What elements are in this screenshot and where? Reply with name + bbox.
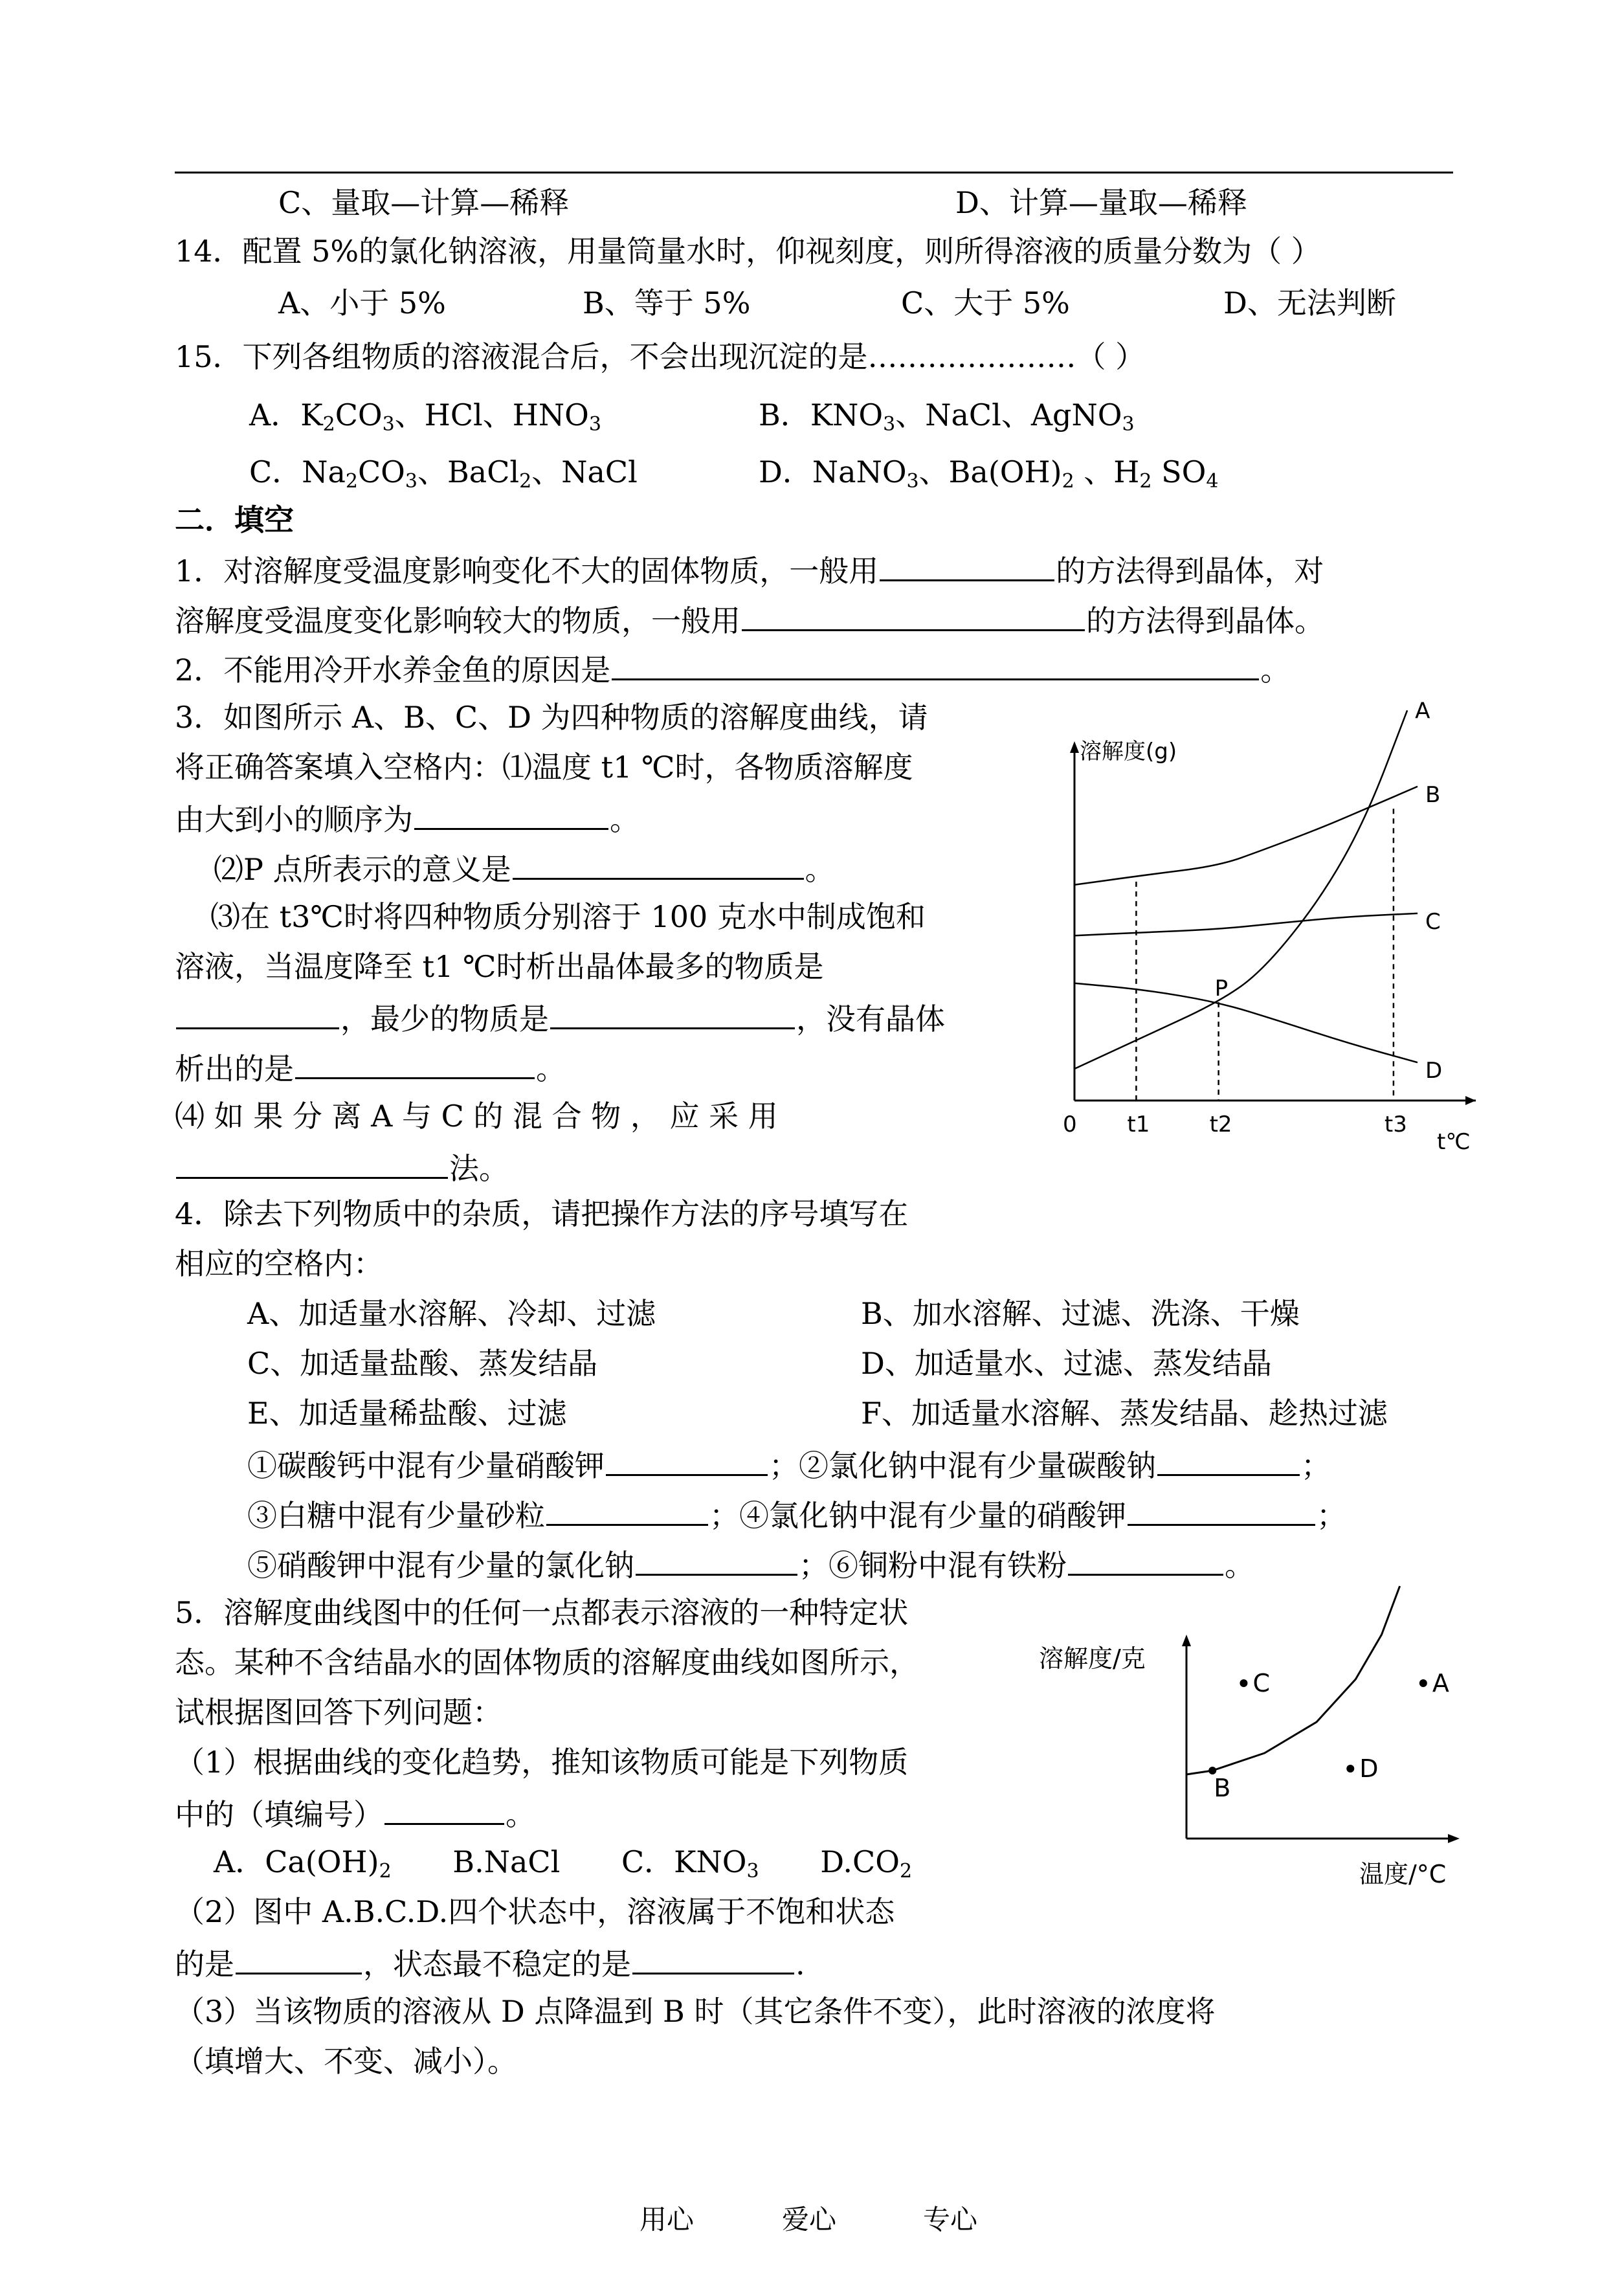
fill3-blank5[interactable] xyxy=(295,1051,535,1079)
fill3-line4: ⑵P 点所表示的意义是 。 xyxy=(214,852,835,887)
footer-text-1: 用心 xyxy=(640,2204,695,2235)
fill4-option-e: E、加适量稀盐酸、过滤 xyxy=(247,1396,567,1431)
fill3-blank3[interactable] xyxy=(176,1001,339,1029)
chart1-tick-t2: t2 xyxy=(1209,1112,1232,1137)
chart2-y-label: 溶解度/克 xyxy=(1039,1644,1146,1673)
chart1-y-label: 溶解度(g) xyxy=(1080,739,1177,765)
fill5-line4: （1）根据曲线的变化趋势，推知该物质可能是下列物质 xyxy=(175,1745,909,1780)
chart2-label-C: C xyxy=(1252,1669,1270,1697)
fill1-line2: 溶解度受温度变化影响较大的物质，一般用 的方法得到晶体。 xyxy=(175,603,1324,638)
fill1-blank1[interactable] xyxy=(880,554,1054,581)
section-title: 二．填空 xyxy=(175,502,294,537)
fill3-line1: 3．如图所示 A、B、C、D 为四种物质的溶解度曲线，请 xyxy=(175,700,928,735)
chart2-x-label: 温度/°C xyxy=(1359,1860,1447,1888)
fill5-line7: 的是 ，状态最不稳定的是 . xyxy=(175,1947,805,1982)
fill3-line5: ⑶在 t3℃时将四种物质分别溶于 100 克水中制成饱和 xyxy=(210,899,926,934)
chart1-x-label: t℃ xyxy=(1437,1129,1471,1155)
fill5-options: A．$Ca(OH)_2$ B.NaCl C．$KNO_3$ $D.CO_2$ xyxy=(214,1844,913,1883)
fill4-blank1[interactable] xyxy=(606,1448,768,1476)
chart2-point-A xyxy=(1419,1679,1427,1687)
footer-text-3: 专心 xyxy=(923,2204,978,2235)
fill1-blank2[interactable] xyxy=(742,603,1085,631)
fill3-line6: 溶液，当温度降至 t1 ℃时析出晶体最多的物质是 xyxy=(175,949,824,984)
q14-option-c: C、大于 5% xyxy=(901,285,1070,320)
fill3-line2: 将正确答案填入空格内：⑴温度 t1 ℃时，各物质溶解度 xyxy=(175,750,913,785)
q14-stem: 14．配置 5%的氯化钠溶液，用量筒量水时，仰视刻度，则所得溶液的质量分数为（ ） xyxy=(175,234,1321,269)
q13-option-d: D、计算—量取—稀释 xyxy=(955,185,1247,220)
fill5-line6: （2）图中 A.B.C.D.四个状态中，溶液属于不饱和状态 xyxy=(175,1894,895,1929)
fill3-blank1[interactable] xyxy=(414,802,608,830)
fill5-blank3[interactable] xyxy=(632,1947,794,1974)
fill5-blank1[interactable] xyxy=(384,1797,504,1825)
chart2-x-arrow xyxy=(1448,1834,1460,1843)
fill4-blank3[interactable] xyxy=(546,1498,708,1526)
fill5-blank2[interactable] xyxy=(236,1947,362,1974)
fill4-blank2[interactable] xyxy=(1157,1448,1300,1476)
chart1-label-D: D xyxy=(1425,1058,1443,1084)
fill1-line1: 1．对溶解度受温度影响变化不大的固体物质，一般用 的方法得到晶体，对 xyxy=(175,554,1324,588)
fill3-line3: 由大到小的顺序为 。 xyxy=(175,802,640,837)
fill4-items-row3: ⑤硝酸钾中混有少量的氯化钠 ；⑥铜粉中混有铁粉 。 xyxy=(247,1548,1254,1583)
chart1-tick-t3: t3 xyxy=(1384,1112,1407,1137)
fill4-blank6[interactable] xyxy=(1068,1548,1223,1576)
chart1-x-arrow xyxy=(1465,1096,1476,1105)
q15-option-d: D．NaNO$_3$、$Ba(OH)_2$ 、$H_2$ $SO_4$ xyxy=(759,454,1219,493)
solubility-chart-1 xyxy=(1055,698,1476,1172)
chart1-label-C: C xyxy=(1425,908,1441,935)
fill4-option-a: A、加适量水溶解、冷却、过滤 xyxy=(247,1296,656,1331)
chart1-curve-D xyxy=(1074,983,1418,1063)
fill2-line: 2．不能用冷开水养金鱼的原因是 。 xyxy=(175,653,1291,688)
chart1-origin: 0 xyxy=(1063,1112,1077,1137)
solubility-chart-2 xyxy=(1032,1605,1485,1890)
fill4-line1: 4．除去下列物质中的杂质，请把操作方法的序号填写在 xyxy=(175,1196,909,1231)
fill4-option-d: D、加适量水、过滤、蒸发结晶 xyxy=(861,1346,1272,1381)
header-rule xyxy=(175,172,1453,173)
fill3-line8: 析出的是 。 xyxy=(175,1051,566,1086)
fill4-items-row2: ③白糖中混有少量砂粒 ；④氯化钠中混有少量的硝酸钾 ； xyxy=(247,1498,1346,1533)
q15-option-a: A．$K_2CO_3$、HCl、$HNO_3$ xyxy=(249,397,601,436)
fill4-line2: 相应的空格内： xyxy=(175,1246,383,1281)
q15-stem: 15．下列各组物质的溶液混合后，不会出现沉淀的是…………………（ ） xyxy=(175,339,1146,374)
fill5-line9: （填增大、不变、减小）。 xyxy=(175,2044,517,2079)
chart1-curve-B xyxy=(1074,787,1418,885)
fill5-line5: 中的（填编号） 。 xyxy=(175,1797,535,1832)
chart1-point-label: P xyxy=(1214,976,1229,1002)
fill4-option-f: F、加适量水溶解、蒸发结晶、趁热过滤 xyxy=(861,1396,1388,1431)
footer-text-2: 爱心 xyxy=(782,2204,837,2235)
chart2-point-C xyxy=(1240,1679,1247,1687)
chart1-tick-t1: t1 xyxy=(1127,1112,1150,1137)
fill4-option-b: B、加水溶解、过滤、洗涤、干燥 xyxy=(861,1296,1300,1331)
fill3-blank2[interactable] xyxy=(513,852,804,880)
fill3-line9: ⑷ 如 果 分 离 A 与 C 的 混 合 物 ， 应 采 用 xyxy=(175,1099,778,1134)
fill4-items-row1: ①碳酸钙中混有少量硝酸钾 ；②氯化钠中混有少量碳酸钠 ； xyxy=(247,1448,1331,1483)
chart1-curve-C xyxy=(1074,913,1418,935)
chart1-y-arrow xyxy=(1070,741,1079,753)
fill4-blank5[interactable] xyxy=(636,1548,797,1576)
fill5-line8: （3）当该物质的溶液从 D 点降温到 B 时（其它条件不变），此时溶液的浓度将 xyxy=(175,1994,1216,2029)
fill3-line7: ，最少的物质是 ，没有晶体 xyxy=(175,1001,945,1034)
q14-option-b: B、等于 5% xyxy=(583,285,751,320)
fill5-line1: 5．溶解度曲线图中的任何一点都表示溶液的一种特定状 xyxy=(175,1595,909,1630)
chart2-y-arrow xyxy=(1182,1635,1191,1646)
fill4-blank4[interactable] xyxy=(1128,1498,1315,1526)
fill5-line3: 试根据图回答下列问题： xyxy=(175,1695,502,1730)
q15-option-b: B．$KNO_3$、NaCl、AgNO$_3$ xyxy=(759,397,1135,436)
fill2-blank[interactable] xyxy=(612,653,1259,680)
chart2-label-D: D xyxy=(1359,1754,1379,1783)
chart2-curve xyxy=(1186,1586,1400,1774)
fill4-option-c: C、加适量盐酸、蒸发结晶 xyxy=(247,1346,598,1381)
q15-option-c: C．$Na_2CO_3$、BaCl$_2$、NaCl xyxy=(249,454,638,493)
chart1-label-B: B xyxy=(1425,781,1441,808)
chart1-label-A: A xyxy=(1415,698,1430,724)
fill3-blank4[interactable] xyxy=(550,1001,795,1029)
chart2-label-A: A xyxy=(1432,1669,1449,1697)
q14-option-a: A、小于 5% xyxy=(278,285,446,320)
q14-option-d: D、无法判断 xyxy=(1223,285,1396,320)
chart2-label-B: B xyxy=(1214,1774,1231,1802)
q13-option-c: C、量取—计算—稀释 xyxy=(278,185,570,220)
fill5-line2: 态。某种不含结晶水的固体物质的溶解度曲线如图所示， xyxy=(175,1645,919,1680)
fill3-blank6[interactable] xyxy=(176,1151,448,1179)
chart2-point-D xyxy=(1346,1765,1354,1773)
fill3-line10: 法。 xyxy=(175,1151,509,1183)
